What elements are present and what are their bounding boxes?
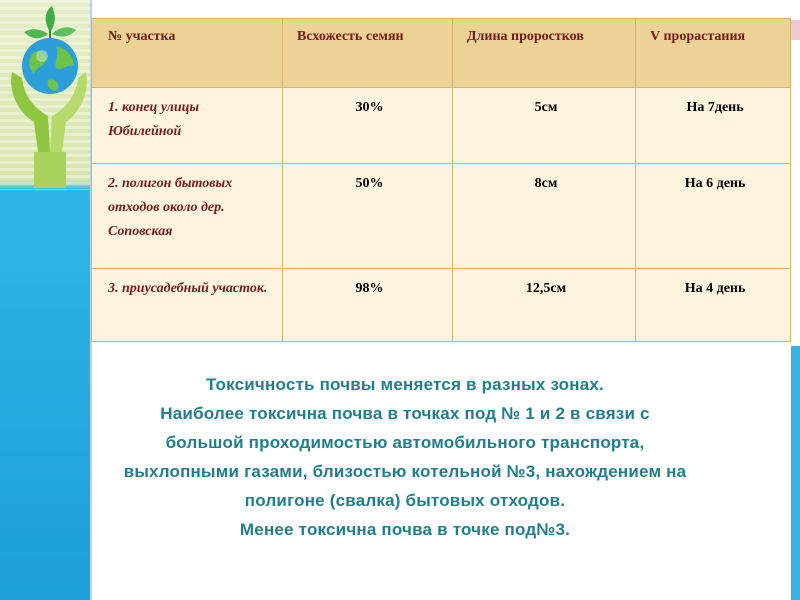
cell-germination: 98% — [283, 268, 453, 341]
conclusion-line: Менее токсична почва в точке под№3. — [239, 520, 571, 539]
conclusion-text — [120, 370, 690, 544]
cell-sprout-length: 5см — [452, 87, 635, 163]
cell-sprout-length: 12,5см — [452, 268, 635, 341]
globe-in-hands-icon — [4, 2, 88, 188]
cell-plot: 2. полигон бытовых отходов около дер. Соповская — [92, 163, 283, 268]
cell-germination: 30% — [283, 87, 453, 163]
header-plot-number: № участка — [92, 19, 283, 88]
table-row — [92, 268, 791, 341]
table-row — [92, 163, 791, 268]
germination-table — [91, 18, 791, 342]
conclusion-line: Токсичность почвы меняется в разных зонах. — [206, 375, 604, 394]
right-decor-band — [791, 0, 800, 600]
cell-germination: 50% — [283, 163, 453, 268]
cell-sprout-length: 8см — [452, 163, 635, 268]
cell-germination-speed: На 4 день — [636, 268, 791, 341]
cell-plot: 1. конец улицы Юбилейной — [92, 87, 283, 163]
header-germination: Всхожесть семян — [283, 19, 453, 88]
table-header-row — [92, 19, 791, 88]
cell-germination-speed: На 7день — [636, 87, 791, 163]
cell-plot: 3. приусадебный участок. — [92, 268, 283, 341]
table-row — [92, 87, 791, 163]
header-sprout-length: Длина проростков — [452, 19, 635, 88]
cell-germination-speed: На 6 день — [636, 163, 791, 268]
header-germination-speed: V прорастания — [636, 19, 791, 88]
conclusion-line: Наиболее токсична почва в точках под № 1 и 2 в связи с большой проходимостью автомобильного транспорта, выхлопными газами, близостью котельной №3, нахождением на полигоне (свалка) бытовых отходов. — [123, 404, 687, 510]
